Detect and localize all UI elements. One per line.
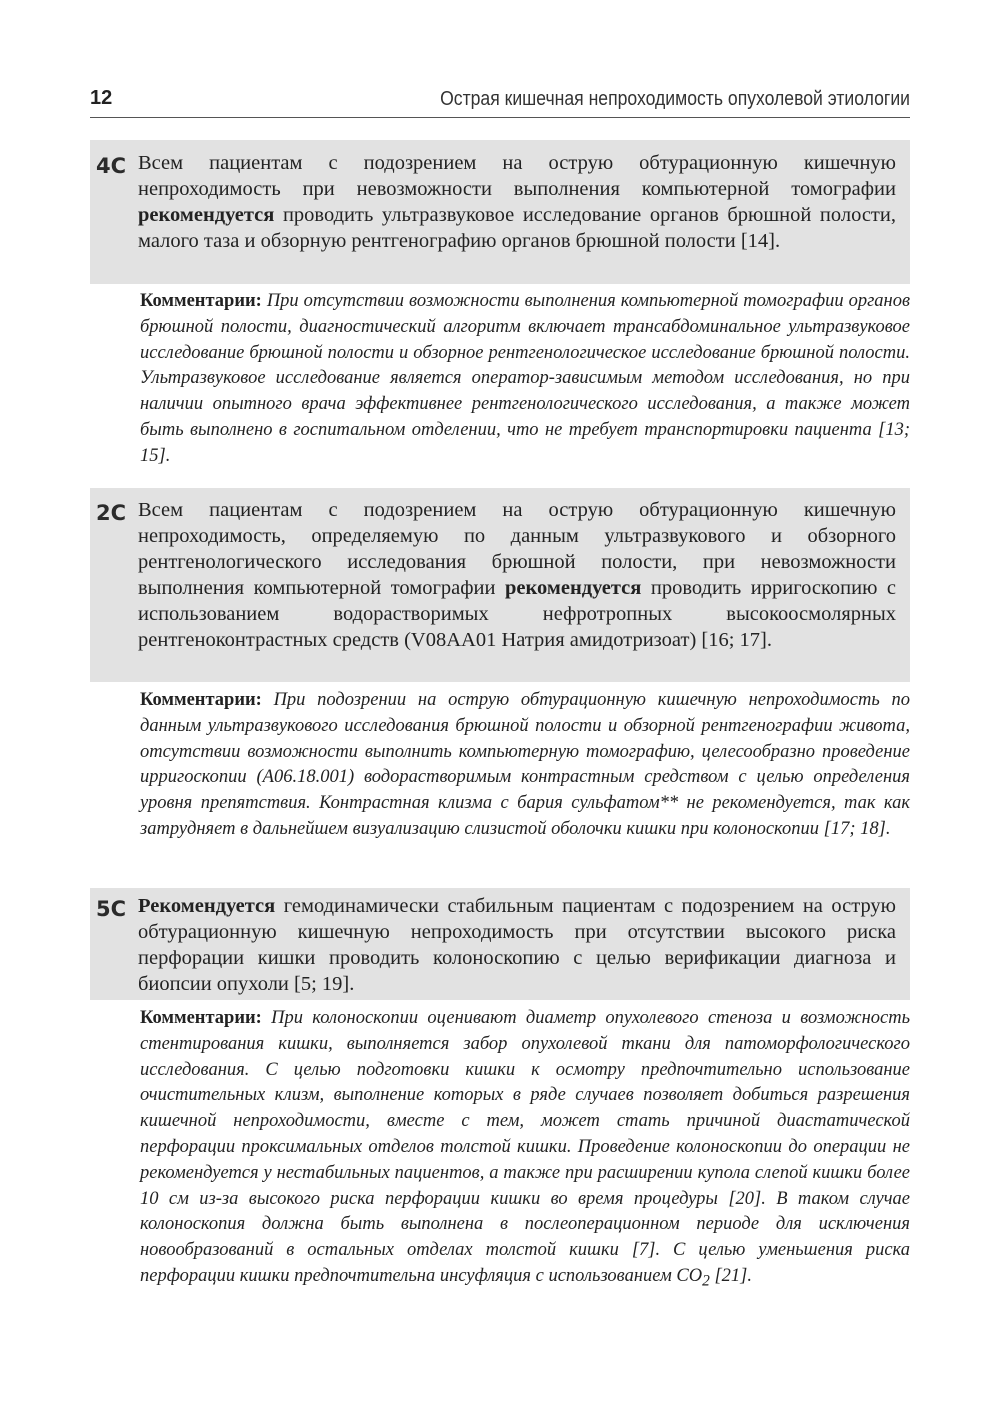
commentary (140, 289, 910, 470)
page-number: 12 (90, 87, 113, 109)
running-title: Острая кишечная непроходимость опухолевой этиологии (440, 88, 910, 110)
recommendation-keyword: рекомендуется (138, 204, 275, 226)
commentary-label: Комментарии: (140, 690, 262, 710)
recommendation-keyword: рекомендуется (504, 577, 642, 599)
subscript-two: 2 (702, 1272, 710, 1290)
recommendation-block (90, 140, 910, 284)
commentary-text: При колоноскопии оценивают диаметр опухолевого стеноза и возможность стентирования кишки, выполняется забор опухолевой ткани для патоморфологического исследования. С целью подготовки кишки к осмотру предпочтительно использование очистительных клизм, выполнение которых в ряде случаев позволяет добиться разрешения кишечной непроходимости, вместе с тем, может стать причиной диастатической перфорации проксимальных отделов толстой кишки. Проведение колоноскопии до операции не рекомендуется у нестабильных пациентов, а также при расширении купола слепой кишки более 10 см из-за высокого риска перфорации кишки во время процедуры [20]. В таком случае колоноскопия должна быть выполнена в послеоперационном периоде для исключения новообразований в остальных отделах толстой кишки [7]. С целью уменьшения риска перфорации кишки предпочтительна инсуфляция с использованием $CO_2$ [21]. (140, 1008, 910, 1290)
commentary-text: При отсутствии возможности выполнения компьютерной томографии органов брюшной полости, диагностический алгоритм включает трансабдоминальное ультразвуковое исследование брюшной полости и обзорное рентгенологическое исследование брюшной полости. Ультразвуковое исследование является оператор-зависимым методом исследования, но при наличии опытного врача эффективнее рентгенологического исследования, а также может быть выполнено в госпитальном отделении, что не требует транспортировки пациента [13; 15]. (140, 291, 911, 466)
commentary (140, 688, 910, 843)
recommendation-block (90, 888, 910, 1000)
evidence-level: 4C (96, 154, 127, 178)
evidence-level: 5C (96, 897, 127, 921)
evidence-level: 2C (96, 501, 127, 525)
commentary (140, 1006, 910, 1294)
recommendation-text: Всем пациентам с подозрением на острую обтурационную кишечную непроходимость при невозможности выполнения компьютерной томографии рекомендуется проводить ультразвуковое исследование органов брюшной полости, малого таза и обзорную рентгенографию органов брюшной полости [14]. (138, 152, 896, 252)
header-divider (90, 117, 910, 118)
commentary-label: Комментарии: (140, 291, 262, 311)
recommendation-keyword: Рекомендуется (138, 895, 276, 917)
commentary-label: Комментарии: (140, 1008, 262, 1028)
recommendation-text: Рекомендуется гемодинамически стабильным пациентам с подозрением на острую обтурационную кишечную непроходимость при отсутствии высокого риска перфорации кишки проводить колоноскопию с целью верификации диагноза и биопсии опухоли [5; 19]. (138, 895, 896, 995)
recommendation-text: Всем пациентам с подозрением на острую обтурационную кишечную непроходимость, определяемую по данным ультразвукового и обзорного рентгенологического исследования брюшной полости, при невозможности выполнения компьютерной томографии рекомендуется проводить ирригоскопию с использованием водорастворимых нефротропных высокоосмолярных рентгеноконтрастных средств (V08AA01 Натрия амидотризоат) [16; 17]. (138, 499, 896, 651)
recommendation-block (90, 488, 910, 682)
commentary-text: При подозрении на острую обтурационную кишечную непроходимость по данным ультразвукового исследования брюшной полости и обзорной рентгенографии живота, отсутствии возможности выполнить компьютерную томографию, целесообразно проведение ирригоскопии (A06.18.001) водорастворимым контрастным средством с целью определения уровня препятствия. Контрастная клизма с бария сульфатом** не рекомендуется, так как затрудняет в дальнейшем визуализацию слизистой оболочки кишки при колоноскопии [17; 18]. (140, 690, 910, 839)
